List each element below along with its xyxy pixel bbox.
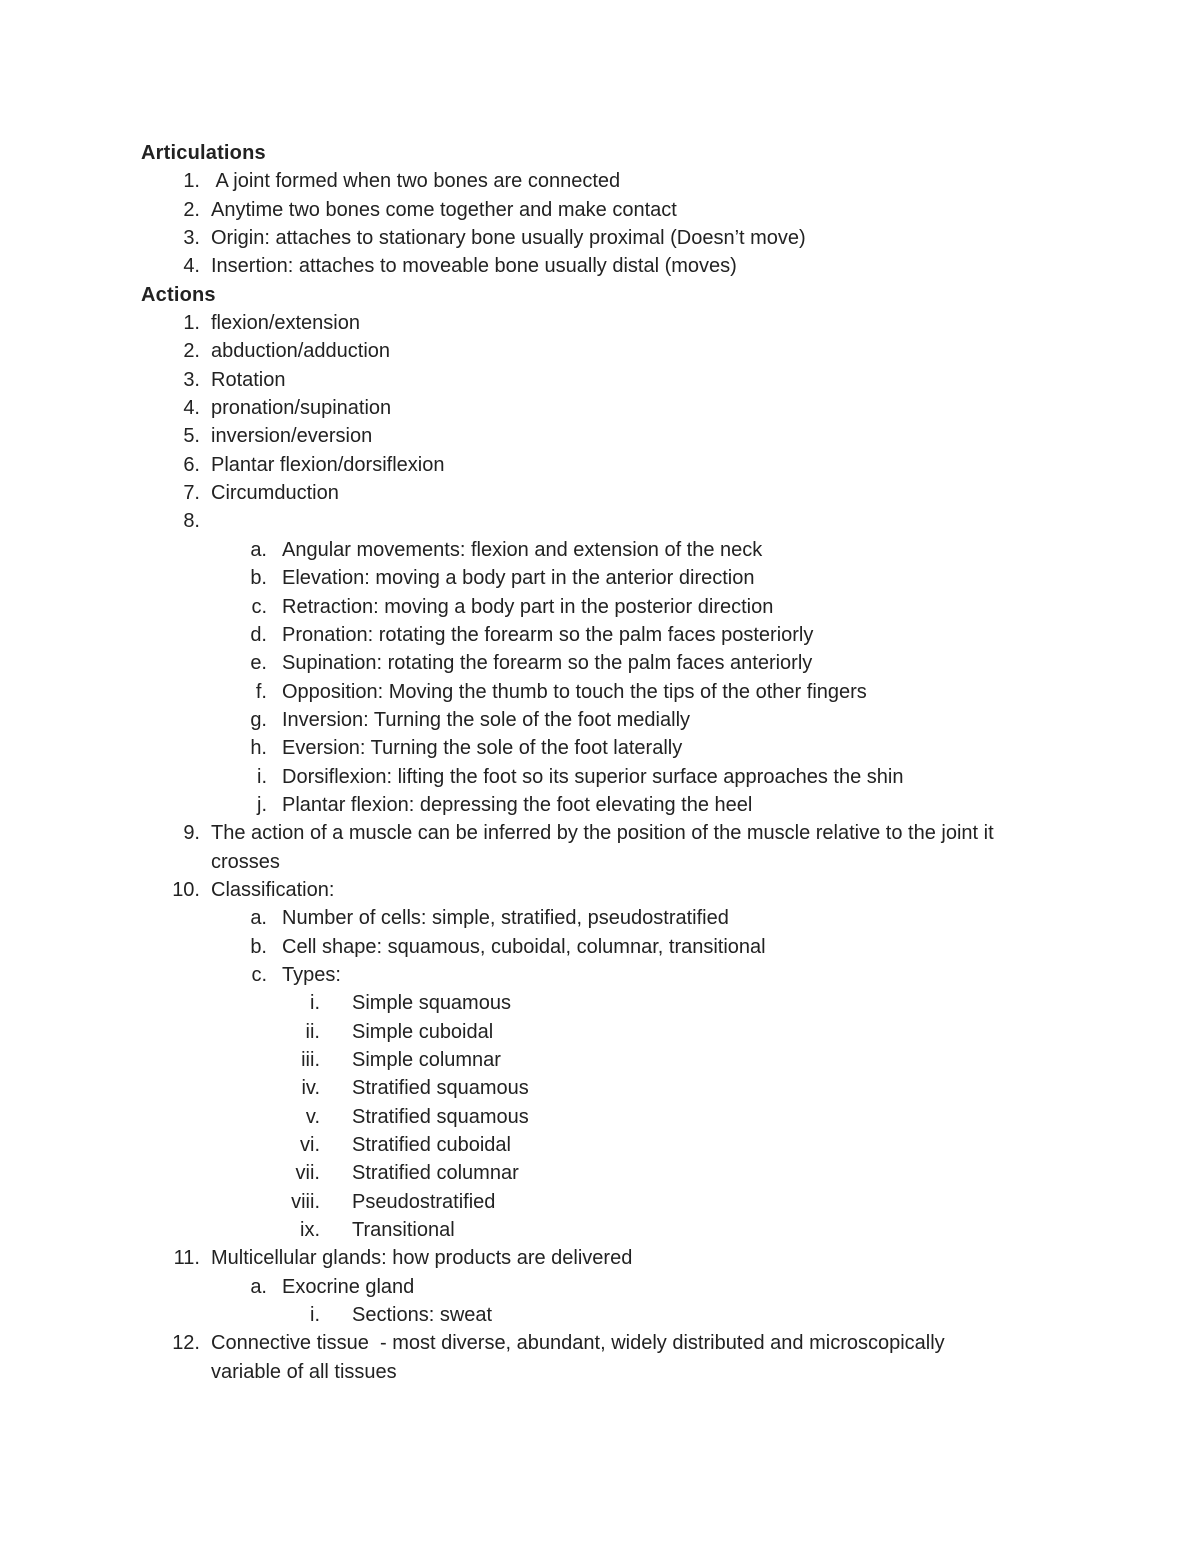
list-item [0, 876, 1200, 904]
list-text: Origin: attaches to stationary bone usually proximal (Doesn’t move) [211, 227, 806, 250]
list-text: Connective tissue - most diverse, abundant, widely distributed and microscopically [211, 1332, 945, 1355]
list-letter: j. [257, 793, 267, 816]
list-text: Stratified squamous [352, 1105, 529, 1128]
list-text: Supination: rotating the forearm so the palm faces anteriorly [282, 652, 813, 675]
list-number: 7. [183, 482, 200, 505]
list-text: Dorsiflexion: lifting the foot so its superior surface approaches the shin [282, 765, 904, 788]
list-number: 5. [183, 425, 200, 448]
document-page [0, 139, 1200, 1386]
sub-list-item [0, 763, 1200, 791]
list-text: Elevation: moving a body part in the anterior direction [282, 567, 755, 590]
list-text: Simple columnar [352, 1049, 501, 1071]
sub-list-item [0, 621, 1200, 649]
list-item [0, 422, 1200, 450]
list-item-continuation [0, 1358, 1200, 1386]
list-number: 2. [183, 340, 200, 363]
roman-list-item [0, 1131, 1200, 1159]
list-roman: i. [310, 1304, 320, 1327]
list-letter: c. [251, 595, 267, 618]
roman-list-item [0, 1074, 1200, 1102]
list-text: Anytime two bones come together and make contact [211, 198, 677, 221]
list-number: 3. [183, 227, 200, 250]
list-item [0, 196, 1200, 224]
list-item [0, 309, 1200, 337]
list-text: Rotation [211, 368, 286, 391]
list-text: Circumduction [211, 482, 339, 505]
list-text: Simple squamous [352, 992, 511, 1015]
list-item [0, 451, 1200, 479]
list-roman: ix. [300, 1219, 320, 1242]
list-letter: b. [250, 567, 267, 590]
list-item [0, 252, 1200, 280]
list-text: Transitional [352, 1219, 455, 1242]
sub-list-item [0, 564, 1200, 592]
list-letter: a. [250, 538, 267, 561]
list-item [0, 479, 1200, 507]
list-letter: g. [250, 708, 267, 731]
list-item-continuation [0, 848, 1200, 876]
list-text: Retraction: moving a body part in the posterior direction [282, 595, 774, 618]
list-item [0, 819, 1200, 847]
list-number: 4. [183, 397, 200, 420]
list-item [0, 366, 1200, 394]
list-text: Stratified squamous [352, 1077, 529, 1100]
list-letter: b. [250, 935, 267, 958]
roman-list-item [0, 1216, 1200, 1244]
list-text: Insertion: attaches to moveable bone usually distal (moves) [211, 255, 737, 278]
list-letter: i. [257, 765, 267, 788]
list-item [0, 224, 1200, 252]
list-text: Inversion: Turning the sole of the foot medially [282, 708, 691, 731]
sub-list-item [0, 649, 1200, 677]
list-text: crosses [211, 850, 280, 873]
list-letter: a. [250, 907, 267, 930]
sub-list-item [0, 678, 1200, 706]
list-letter: h. [250, 737, 267, 760]
list-item [0, 1244, 1200, 1272]
list-roman: iii. [301, 1049, 320, 1071]
roman-list-item [0, 1046, 1200, 1074]
sub-list-item [0, 734, 1200, 762]
sub-list-item [0, 536, 1200, 564]
list-item [0, 394, 1200, 422]
sub-list-item [0, 961, 1200, 989]
list-text: Cell shape: squamous, cuboidal, columnar, transitional [282, 935, 766, 958]
roman-list-item [0, 989, 1200, 1017]
list-text: Stratified cuboidal [352, 1134, 511, 1157]
list-text: Exocrine gland [282, 1275, 415, 1298]
list-roman: ii. [305, 1020, 320, 1043]
list-text: pronation/supination [211, 397, 392, 420]
list-number: 4. [183, 255, 200, 278]
sub-list-item [0, 706, 1200, 734]
list-number: 2. [183, 198, 200, 221]
list-number: 8. [183, 510, 200, 533]
list-letter: d. [250, 623, 267, 646]
list-text: A joint formed when two bones are connected [211, 170, 621, 193]
sub-list-item [0, 933, 1200, 961]
list-text: Opposition: Moving the thumb to touch the tips of the other fingers [282, 680, 867, 703]
list-number: 1. [183, 312, 200, 335]
list-letter: f. [255, 680, 267, 703]
list-letter: c. [251, 963, 267, 986]
list-text: Types: [282, 963, 341, 986]
list-number: 10. [172, 878, 200, 901]
list-item [0, 167, 1200, 195]
list-text: Plantar flexion/dorsiflexion [211, 453, 445, 476]
list-text: Angular movements: flexion and extension of the neck [282, 538, 763, 561]
list-text: Eversion: Turning the sole of the foot laterally [282, 737, 683, 760]
list-number: 11. [173, 1247, 200, 1270]
actions-heading: Actions [141, 283, 216, 306]
list-roman: viii. [291, 1190, 320, 1213]
list-text: abduction/adduction [211, 340, 391, 363]
list-text: Sections: sweat [352, 1304, 493, 1327]
list-text: Multicellular glands: how products are delivered [211, 1247, 633, 1270]
roman-list-item [0, 1103, 1200, 1131]
list-text: The action of a muscle can be inferred by the position of the muscle relative to the joint it [211, 822, 994, 845]
roman-list-item [0, 1188, 1200, 1216]
roman-list-item [0, 1159, 1200, 1187]
list-text: flexion/extension [211, 312, 360, 335]
list-text: Number of cells: simple, stratified, pseudostratified [282, 907, 729, 930]
list-text: Simple cuboidal [352, 1020, 494, 1043]
list-number: 3. [183, 368, 200, 391]
list-text: variable of all tissues [211, 1360, 397, 1383]
list-item [0, 337, 1200, 365]
list-text: Plantar flexion: depressing the foot elevating the heel [282, 793, 753, 816]
list-letter: e. [250, 652, 267, 675]
list-roman: iv. [301, 1077, 320, 1100]
sub-list-item [0, 904, 1200, 932]
list-text: Pseudostratified [352, 1190, 496, 1213]
list-letter: a. [250, 1275, 267, 1298]
list-roman: i. [310, 992, 320, 1015]
list-text: Classification: [211, 878, 335, 901]
list-item [0, 1329, 1200, 1357]
articulations-heading: Articulations [141, 142, 266, 164]
list-number: 12. [172, 1332, 200, 1355]
list-item [0, 507, 1200, 535]
list-roman: v. [305, 1105, 320, 1128]
sub-list-item [0, 1273, 1200, 1301]
list-number: 1. [183, 170, 200, 193]
roman-list-item [0, 1301, 1200, 1329]
roman-list-item [0, 1018, 1200, 1046]
list-number: 9. [183, 822, 200, 845]
list-text: Stratified columnar [352, 1162, 519, 1185]
list-text: Pronation: rotating the forearm so the palm faces posteriorly [282, 623, 814, 646]
sub-list-item [0, 593, 1200, 621]
list-text: inversion/eversion [211, 425, 373, 448]
list-number: 6. [183, 453, 200, 476]
sub-list-item [0, 791, 1200, 819]
list-roman: vii. [295, 1162, 320, 1185]
list-roman: vi. [300, 1134, 320, 1157]
